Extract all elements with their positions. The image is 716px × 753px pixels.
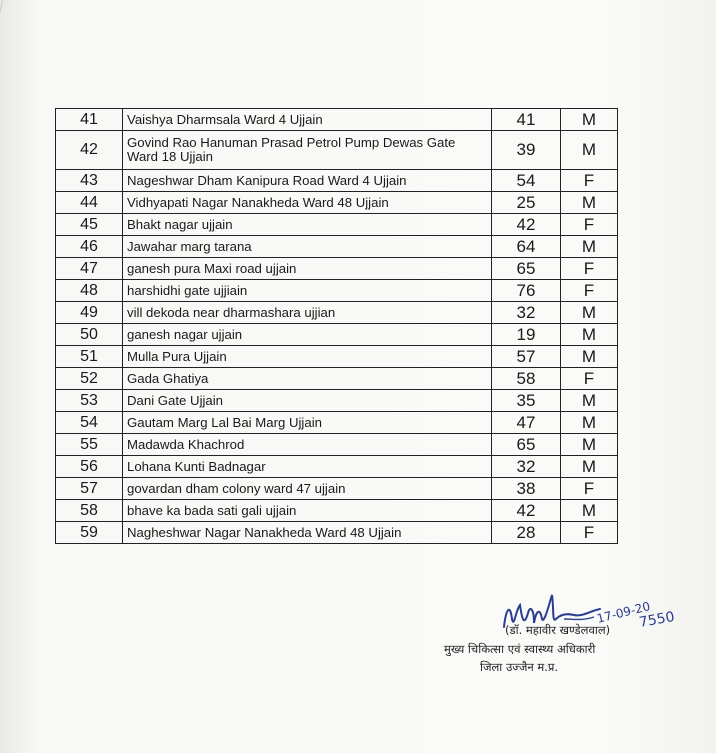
sex-cell: M <box>561 390 618 412</box>
address-cell: ganesh nagar ujjain <box>123 324 492 346</box>
address-cell: harshidhi gate ujjiain <box>123 280 492 302</box>
sex-cell: M <box>561 109 618 131</box>
age-cell: 35 <box>492 390 561 412</box>
serial-number-cell: 57 <box>56 478 123 500</box>
address-cell: Mulla Pura Ujjain <box>123 346 492 368</box>
serial-number-cell: 41 <box>56 109 123 131</box>
address-cell: Vaishya Dharmsala Ward 4 Ujjain <box>123 109 492 131</box>
age-cell: 54 <box>492 170 561 192</box>
table-row <box>56 214 618 236</box>
serial-number-cell: 58 <box>56 500 123 522</box>
sex-cell: F <box>561 280 618 302</box>
table-row <box>56 390 618 412</box>
table-row <box>56 131 618 170</box>
table-row <box>56 434 618 456</box>
sex-cell: M <box>561 434 618 456</box>
sex-cell: M <box>561 412 618 434</box>
address-cell: Bhakt nagar ujjain <box>123 214 492 236</box>
serial-number-cell: 43 <box>56 170 123 192</box>
officer-title: मुख्य चिकित्सा एवं स्वास्थ्य अधिकारी <box>444 642 596 656</box>
sex-cell: F <box>561 170 618 192</box>
age-cell: 57 <box>492 346 561 368</box>
table-row <box>56 302 618 324</box>
address-cell: Gada Ghatiya <box>123 368 492 390</box>
address-cell: Jawahar marg tarana <box>123 236 492 258</box>
table-row <box>56 412 618 434</box>
address-cell: vill dekoda near dharmashara ujjian <box>123 302 492 324</box>
age-cell: 19 <box>492 324 561 346</box>
address-cell: ganesh pura Maxi road ujjain <box>123 258 492 280</box>
serial-number-cell: 52 <box>56 368 123 390</box>
records-table-body <box>56 109 618 544</box>
age-cell: 42 <box>492 214 561 236</box>
svg-text:17-09-20: 17-09-20 <box>595 599 652 626</box>
serial-number-cell: 47 <box>56 258 123 280</box>
serial-number-cell: 53 <box>56 390 123 412</box>
serial-number-cell: 42 <box>56 131 123 170</box>
serial-number-cell: 55 <box>56 434 123 456</box>
age-cell: 47 <box>492 412 561 434</box>
age-cell: 65 <box>492 258 561 280</box>
serial-number-cell: 56 <box>56 456 123 478</box>
sex-cell: M <box>561 324 618 346</box>
age-cell: 64 <box>492 236 561 258</box>
sex-cell: M <box>561 456 618 478</box>
table-row <box>56 324 618 346</box>
serial-number-cell: 44 <box>56 192 123 214</box>
address-cell: Gautam Marg Lal Bai Marg Ujjain <box>123 412 492 434</box>
address-cell: govardan dham colony ward 47 ujjain <box>123 478 492 500</box>
svg-text:7550: 7550 <box>637 608 676 631</box>
table-row <box>56 346 618 368</box>
sex-cell: F <box>561 258 618 280</box>
table-row <box>56 109 618 131</box>
address-cell: Govind Rao Hanuman Prasad Petrol Pump Dewas Gate Ward 18 Ujjain <box>123 131 492 170</box>
age-cell: 32 <box>492 302 561 324</box>
table-row <box>56 478 618 500</box>
serial-number-cell: 48 <box>56 280 123 302</box>
age-cell: 38 <box>492 478 561 500</box>
serial-number-cell: 54 <box>56 412 123 434</box>
table-row <box>56 500 618 522</box>
age-cell: 65 <box>492 434 561 456</box>
sex-cell: M <box>561 500 618 522</box>
address-cell: Lohana Kunti Badnagar <box>123 456 492 478</box>
address-cell: bhave ka bada sati gali ujjain <box>123 500 492 522</box>
age-cell: 28 <box>492 522 561 544</box>
table-row <box>56 522 618 544</box>
sex-cell: F <box>561 478 618 500</box>
officer-name: (डॉ. महावीर खण्डेलवाल) <box>505 623 611 637</box>
sex-cell: F <box>561 522 618 544</box>
serial-number-cell: 59 <box>56 522 123 544</box>
sex-cell: M <box>561 346 618 368</box>
address-cell: Madawda Khachrod <box>123 434 492 456</box>
age-cell: 32 <box>492 456 561 478</box>
table-row <box>56 456 618 478</box>
address-cell: Dani Gate Ujjain <box>123 390 492 412</box>
table-row <box>56 170 618 192</box>
sex-cell: F <box>561 214 618 236</box>
records-table <box>55 108 618 544</box>
sex-cell: M <box>561 302 618 324</box>
serial-number-cell: 51 <box>56 346 123 368</box>
address-cell: Nagheshwar Nagar Nanakheda Ward 48 Ujjain <box>123 522 492 544</box>
serial-number-cell: 45 <box>56 214 123 236</box>
address-cell: Nageshwar Dham Kanipura Road Ward 4 Ujjain <box>123 170 492 192</box>
serial-number-cell: 49 <box>56 302 123 324</box>
table-row <box>56 192 618 214</box>
table-row <box>56 236 618 258</box>
age-cell: 41 <box>492 109 561 131</box>
table-row <box>56 368 618 390</box>
serial-number-cell: 50 <box>56 324 123 346</box>
age-cell: 42 <box>492 500 561 522</box>
sex-cell: M <box>561 236 618 258</box>
signature-block <box>420 585 716 705</box>
age-cell: 25 <box>492 192 561 214</box>
age-cell: 76 <box>492 280 561 302</box>
sex-cell: M <box>561 131 618 170</box>
age-cell: 39 <box>492 131 561 170</box>
serial-number-cell: 46 <box>56 236 123 258</box>
officer-district: जिला उज्जैन म.प्र. <box>480 660 559 674</box>
address-cell: Vidhyapati Nagar Nanakheda Ward 48 Ujjain <box>123 192 492 214</box>
sex-cell: F <box>561 368 618 390</box>
table-row <box>56 280 618 302</box>
age-cell: 58 <box>492 368 561 390</box>
table-row <box>56 258 618 280</box>
sex-cell: M <box>561 192 618 214</box>
